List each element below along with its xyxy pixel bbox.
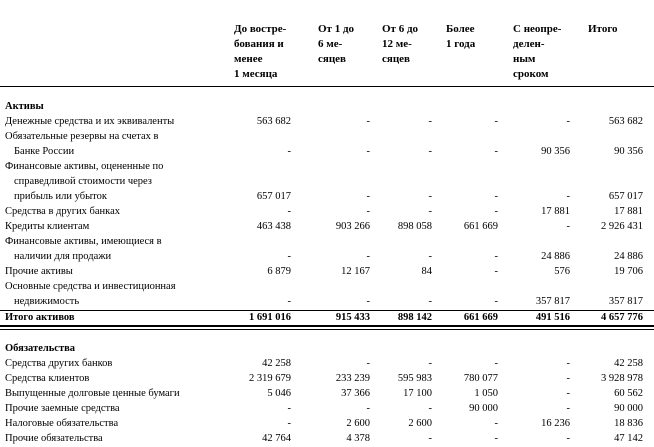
row-label: Основные средства и инвестиционная [5, 281, 176, 292]
cell-value: - [566, 433, 570, 444]
row-label: справедливой стоимости через [14, 176, 152, 187]
table-row [0, 129, 654, 159]
cell-value: - [287, 296, 291, 307]
cell-value: 3 928 978 [601, 373, 643, 384]
row-label: Финансовые активы, имеющиеся в [5, 236, 162, 247]
column-header-line: ным [513, 53, 536, 65]
cell-value: - [428, 296, 432, 307]
cell-value: - [494, 191, 498, 202]
cell-value: - [566, 388, 570, 399]
cell-value: 17 881 [614, 206, 643, 217]
column-header-line: 12 ме- [382, 38, 412, 50]
row-label: Выпущенные долговые ценные бумаги [5, 388, 180, 399]
cell-value: 233 239 [335, 373, 370, 384]
table-row [0, 264, 654, 279]
column-header-line: Более [446, 23, 475, 35]
row-label: Прочие обязательства [5, 433, 103, 444]
column-header-line: 1 месяца [234, 68, 278, 80]
cell-value: 1 691 016 [249, 312, 291, 323]
table-row [0, 114, 654, 129]
cell-value: 19 706 [614, 266, 643, 277]
table-row [0, 401, 654, 416]
cell-value: 915 433 [335, 312, 370, 323]
section-title-assets: Активы [5, 101, 44, 112]
cell-value: - [287, 206, 291, 217]
cell-value: 6 879 [267, 266, 291, 277]
table-row [0, 371, 654, 386]
cell-value: - [428, 403, 432, 414]
cell-value: 657 017 [256, 191, 291, 202]
table-row [0, 219, 654, 234]
table-row [0, 159, 654, 204]
cell-value: 47 142 [614, 433, 643, 444]
column-header-line: 6 ме- [318, 38, 343, 50]
cell-value: - [494, 206, 498, 217]
cell-value: - [566, 116, 570, 127]
cell-value: 563 682 [256, 116, 291, 127]
cell-value: - [494, 296, 498, 307]
cell-value: 2 600 [408, 418, 432, 429]
cell-value: 576 [554, 266, 570, 277]
section-title-liabilities: Обязательства [5, 343, 76, 354]
column-header-line: Итого [588, 23, 618, 35]
cell-value: 2 319 679 [249, 373, 291, 384]
cell-value: 2 600 [346, 418, 370, 429]
cell-value: 18 836 [614, 418, 643, 429]
cell-value: 780 077 [463, 373, 498, 384]
cell-value: - [428, 191, 432, 202]
cell-value: - [366, 251, 370, 262]
row-label: прибыль или убыток [14, 191, 107, 202]
row-label: Денежные средства и их эквиваленты [5, 116, 175, 127]
cell-value: 42 258 [614, 358, 643, 369]
cell-value: 42 258 [262, 358, 291, 369]
cell-value: 898 142 [397, 312, 432, 323]
column-header-line: сроком [513, 68, 549, 80]
row-label: Средства в других банках [5, 206, 121, 217]
cell-value: 661 669 [463, 312, 498, 323]
cell-value: 17 881 [541, 206, 570, 217]
cell-value: - [494, 358, 498, 369]
cell-value: 90 000 [469, 403, 498, 414]
cell-value: 1 050 [474, 388, 498, 399]
table-row [0, 279, 654, 309]
cell-value: 4 657 776 [601, 312, 643, 323]
column-header-line: сяцев [382, 53, 410, 65]
cell-value: - [494, 146, 498, 157]
row-label: Средства клиентов [5, 373, 90, 384]
cell-value: 657 017 [608, 191, 643, 202]
column-header-line: делен- [513, 38, 545, 50]
column-header-line: 1 года [446, 38, 476, 50]
column-header [513, 22, 561, 82]
row-label: Кредиты клиентам [5, 221, 90, 232]
cell-value: 90 356 [614, 146, 643, 157]
row-label: Прочие активы [5, 266, 73, 277]
cell-value: - [428, 116, 432, 127]
cell-value: 357 817 [608, 296, 643, 307]
cell-value: 4 378 [346, 433, 370, 444]
cell-value: - [366, 403, 370, 414]
column-header-line: сяцев [318, 53, 346, 65]
column-header-line: С неопре- [513, 23, 562, 35]
cell-value: - [428, 251, 432, 262]
row-label: Итого активов [5, 312, 75, 323]
table-row [0, 356, 654, 371]
header-divider [0, 86, 654, 87]
cell-value: - [566, 358, 570, 369]
cell-value: - [566, 191, 570, 202]
cell-value: - [366, 146, 370, 157]
column-header [588, 22, 618, 37]
row-label: Банке России [14, 146, 75, 157]
table-row [0, 234, 654, 264]
column-header [318, 22, 354, 67]
cell-value: - [366, 116, 370, 127]
row-label: Налоговые обязательства [5, 418, 119, 429]
cell-value: - [287, 418, 291, 429]
cell-value: - [366, 296, 370, 307]
cell-value: - [428, 358, 432, 369]
cell-value: 90 000 [614, 403, 643, 414]
cell-value: 12 167 [341, 266, 370, 277]
cell-value: 661 669 [463, 221, 498, 232]
cell-value: 60 562 [614, 388, 643, 399]
table-row [0, 416, 654, 431]
cell-value: - [287, 251, 291, 262]
column-header [446, 22, 475, 52]
cell-value: - [494, 116, 498, 127]
cell-value: 16 236 [541, 418, 570, 429]
cell-value: 5 046 [267, 388, 291, 399]
cell-value: - [287, 403, 291, 414]
cell-value: - [366, 191, 370, 202]
row-label: Средства других банков [5, 358, 113, 369]
row-label: Прочие заемные средства [5, 403, 120, 414]
cell-value: 42 764 [262, 433, 291, 444]
table-row [0, 431, 654, 446]
cell-value: 90 356 [541, 146, 570, 157]
cell-value: - [566, 373, 570, 384]
column-header [234, 22, 286, 82]
cell-value: - [428, 206, 432, 217]
cell-value: 357 817 [535, 296, 570, 307]
column-header-line: менее [234, 53, 263, 65]
cell-value: - [287, 146, 291, 157]
column-header [382, 22, 418, 67]
column-header-line: От 1 до [318, 23, 355, 35]
cell-value: 84 [421, 266, 432, 277]
cell-value: - [566, 221, 570, 232]
cell-value: - [428, 433, 432, 444]
column-header-line: От 6 до [382, 23, 419, 35]
cell-value: 17 100 [403, 388, 432, 399]
row-label: Обязательные резервы на счетах в [5, 131, 159, 142]
cell-value: - [366, 358, 370, 369]
total-bottom-rule [0, 325, 654, 327]
cell-value: 24 886 [541, 251, 570, 262]
cell-value: 2 926 431 [601, 221, 643, 232]
cell-value: 24 886 [614, 251, 643, 262]
cell-value: - [428, 146, 432, 157]
cell-value: 37 366 [341, 388, 370, 399]
row-label: недвижимость [14, 296, 80, 307]
cell-value: - [566, 403, 570, 414]
row-label: наличии для продажи [14, 251, 112, 262]
cell-value: - [366, 206, 370, 217]
total-row [0, 310, 654, 325]
cell-value: 563 682 [608, 116, 643, 127]
cell-value: - [494, 251, 498, 262]
table-row [0, 386, 654, 401]
cell-value: - [494, 266, 498, 277]
cell-value: 903 266 [335, 221, 370, 232]
cell-value: - [494, 418, 498, 429]
column-header-line: До востре- [234, 23, 287, 35]
cell-value: 898 058 [397, 221, 432, 232]
cell-value: 463 438 [256, 221, 291, 232]
cell-value: - [494, 433, 498, 444]
column-header-line: бования и [234, 38, 284, 50]
total-bottom-rule-2 [0, 329, 654, 330]
cell-value: 491 516 [535, 312, 570, 323]
row-label: Финансовые активы, оцененные по [5, 161, 164, 172]
cell-value: 595 983 [397, 373, 432, 384]
table-row [0, 204, 654, 219]
